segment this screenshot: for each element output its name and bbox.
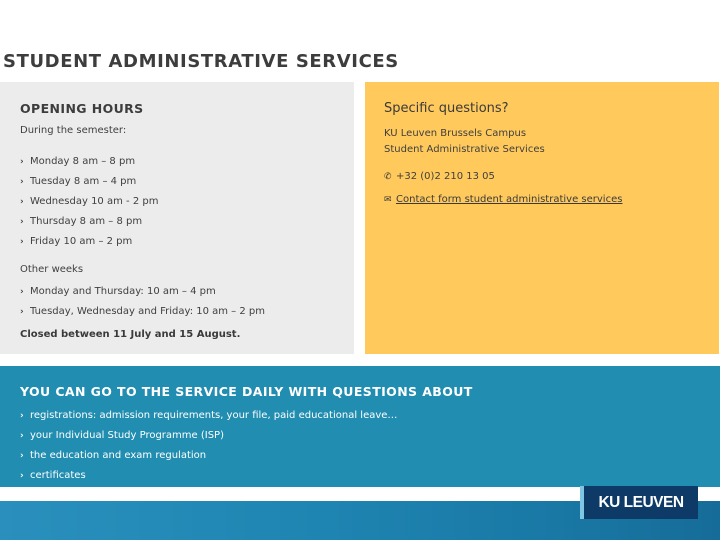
chevron-right-icon: ›: [20, 177, 24, 187]
other-weeks-label: Other weeks: [20, 264, 84, 275]
list-item: › Tuesday, Wednesday and Friday: 10 am – 2 pm: [20, 302, 334, 322]
contact-form-link[interactable]: ✉ Contact form student administrative services: [384, 194, 623, 205]
logo-text: KU LEUVEN: [598, 493, 684, 511]
specific-questions-panel: [365, 82, 719, 354]
chevron-right-icon: ›: [20, 197, 24, 207]
chevron-right-icon: ›: [20, 411, 24, 421]
page-title: STUDENT ADMINISTRATIVE SERVICES: [3, 51, 399, 72]
phone-icon: ✆: [384, 172, 392, 182]
list-item: › Monday and Thursday: 10 am – 4 pm: [20, 282, 334, 302]
closed-note: Closed between 11 July and 15 August.: [20, 329, 241, 340]
chevron-right-icon: ›: [20, 471, 24, 481]
list-item: › certificates: [20, 466, 700, 486]
list-item: › Wednesday 10 am - 2 pm: [20, 192, 334, 212]
phone-number: ✆ +32 (0)2 210 13 05: [384, 171, 495, 182]
envelope-icon: ✉: [384, 195, 392, 205]
chevron-right-icon: ›: [20, 307, 24, 317]
list-item: › Thursday 8 am – 8 pm: [20, 212, 334, 232]
chevron-right-icon: ›: [20, 451, 24, 461]
other-weeks-list: [20, 282, 334, 322]
opening-hours-panel: [0, 82, 354, 354]
list-item: › Monday 8 am – 8 pm: [20, 152, 334, 172]
semester-hours-list: [20, 152, 334, 252]
service-topics-heading: YOU CAN GO TO THE SERVICE DAILY WITH QUESTIONS ABOUT: [20, 384, 473, 399]
chevron-right-icon: ›: [20, 217, 24, 227]
chevron-right-icon: ›: [20, 157, 24, 167]
service-topics-band: [0, 366, 720, 487]
service-topics-list: [20, 406, 700, 486]
list-item: › your Individual Study Programme (ISP): [20, 426, 700, 446]
chevron-right-icon: ›: [20, 287, 24, 297]
list-item: › the education and exam regulation: [20, 446, 700, 466]
list-item: › Friday 10 am – 2 pm: [20, 232, 334, 252]
ku-leuven-logo: [580, 486, 698, 519]
questions-heading: Specific questions?: [384, 101, 509, 116]
list-item: › registrations: admission requirements, your file, paid educational leave…: [20, 406, 700, 426]
service-name: Student Administrative Services: [384, 144, 545, 155]
campus-name: KU Leuven Brussels Campus: [384, 128, 527, 139]
chevron-right-icon: ›: [20, 237, 24, 247]
chevron-right-icon: ›: [20, 431, 24, 441]
semester-label: During the semester:: [20, 125, 127, 136]
opening-hours-heading: OPENING HOURS: [20, 101, 144, 116]
list-item: › Tuesday 8 am – 4 pm: [20, 172, 334, 192]
